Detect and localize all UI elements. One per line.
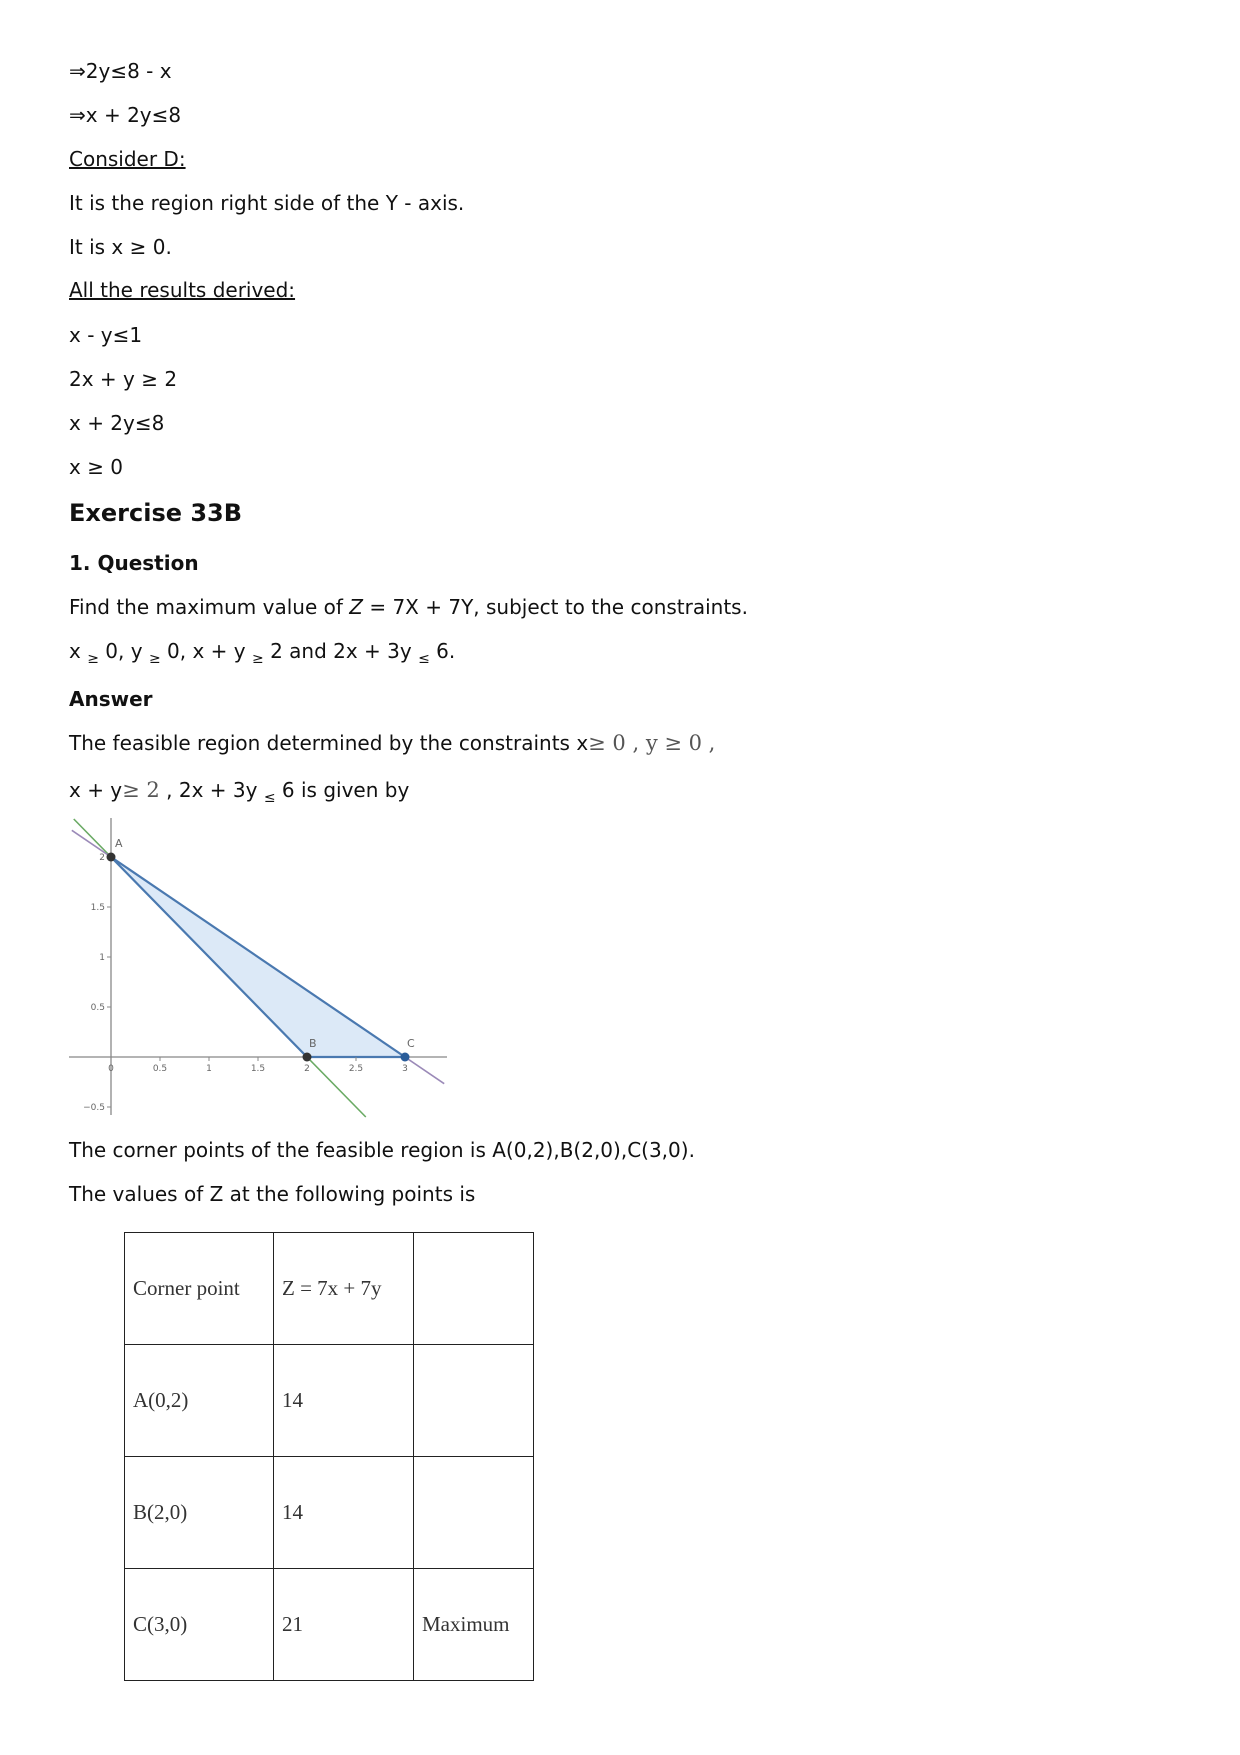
corner-point-c: [401, 1053, 410, 1062]
question-text-var: Z: [349, 595, 363, 619]
question-text-part: Find the maximum value of: [69, 595, 350, 619]
answer-text-part: , 2x + 3y: [159, 778, 264, 802]
inequality-line: x ≥ 0: [69, 455, 124, 479]
table-cell: B(2,0): [125, 1457, 274, 1569]
table-cell: 21: [274, 1569, 414, 1681]
math-image-text: ≥ 2: [122, 778, 160, 802]
corner-points-text: The corner points of the feasible region is A(0,2),B(2,0),C(3,0).: [69, 1138, 695, 1162]
constraints-text: [69, 639, 455, 666]
y-tick-label: 1.5: [90, 903, 105, 913]
math-image-text: ≥ 0 , y ≥ 0 ,: [588, 731, 716, 755]
body-text: It is the region right side of the Y - axis.: [69, 191, 465, 215]
feasible-region-graph: [69, 818, 449, 1118]
table-header-cell: Z = 7x + 7y: [274, 1233, 414, 1345]
y-tick-label: 1: [99, 953, 105, 963]
table-cell: [414, 1457, 534, 1569]
corner-point-label: B: [309, 1037, 317, 1050]
corner-point-label: A: [115, 837, 123, 850]
constraint-part: 0, y: [98, 639, 149, 663]
x-tick-label: 3: [402, 1064, 408, 1074]
x-tick-label: 2: [304, 1064, 310, 1074]
corner-point-a: [107, 853, 116, 862]
section-heading-results: All the results derived:: [69, 278, 296, 302]
table-cell: A(0,2): [125, 1345, 274, 1457]
y-tick-label: −0.5: [83, 1103, 105, 1113]
section-heading-consider-d: Consider D:: [69, 147, 186, 171]
constraint-part: 2 and 2x + 3y: [263, 639, 419, 663]
corner-point-b: [303, 1053, 312, 1062]
table-header-cell: [414, 1233, 534, 1345]
x-tick-label: 1.5: [250, 1064, 266, 1074]
table-header-row: [125, 1233, 534, 1345]
corner-point-label: C: [407, 1037, 415, 1050]
table-row: [125, 1457, 534, 1569]
y-tick-label: 0.5: [90, 1003, 105, 1013]
values-text: The values of Z at the following points is: [69, 1182, 476, 1206]
x-tick-label: 0.5: [152, 1064, 168, 1074]
exercise-title: Exercise 33B: [69, 499, 243, 527]
answer-text-part: The feasible region determined by the constraints x: [69, 731, 589, 755]
derivation-line: ⇒x + 2y≤8: [69, 103, 182, 127]
table-cell: Maximum: [414, 1569, 534, 1681]
table-header-cell: Corner point: [125, 1233, 274, 1345]
answer-text: [69, 778, 409, 805]
question-label: 1. Question: [69, 551, 199, 575]
question-text-part: = 7X + 7Y, subject to the constraints.: [362, 595, 748, 619]
x-tick-label: 2.5: [348, 1064, 364, 1074]
ge-symbol: ≥: [251, 651, 264, 667]
z-values-table: [124, 1232, 534, 1681]
table-cell: 14: [274, 1457, 414, 1569]
answer-label: Answer: [69, 687, 153, 711]
le-symbol: ≤: [418, 651, 430, 667]
constraint-part: 6.: [429, 639, 456, 663]
answer-text: [69, 731, 715, 755]
y-tick-label: 2: [99, 853, 105, 863]
feasible-region-boundary: [111, 857, 405, 1057]
constraint-part: 0, x + y: [160, 639, 252, 663]
table-cell: [414, 1345, 534, 1457]
le-symbol: ≤: [263, 790, 276, 806]
derivation-line: ⇒2y≤8 - x: [69, 59, 172, 83]
x-tick-label: 1: [206, 1064, 212, 1074]
ge-symbol: ≥: [148, 651, 161, 667]
question-text: [69, 595, 748, 619]
body-text: It is x ≥ 0.: [69, 235, 172, 259]
answer-text-part: 6 is given by: [275, 778, 410, 802]
inequality-line: 2x + y ≥ 2: [69, 367, 178, 391]
x-tick-label: 0: [108, 1064, 114, 1074]
table-cell: C(3,0): [125, 1569, 274, 1681]
table-row: [125, 1345, 534, 1457]
inequality-line: x + 2y≤8: [69, 411, 165, 435]
table-cell: 14: [274, 1345, 414, 1457]
answer-text-part: x + y: [69, 778, 123, 802]
ge-symbol: ≥: [87, 651, 99, 667]
inequality-line: x - y≤1: [69, 323, 143, 347]
table-row: [125, 1569, 534, 1681]
constraint-part: x: [69, 639, 88, 663]
